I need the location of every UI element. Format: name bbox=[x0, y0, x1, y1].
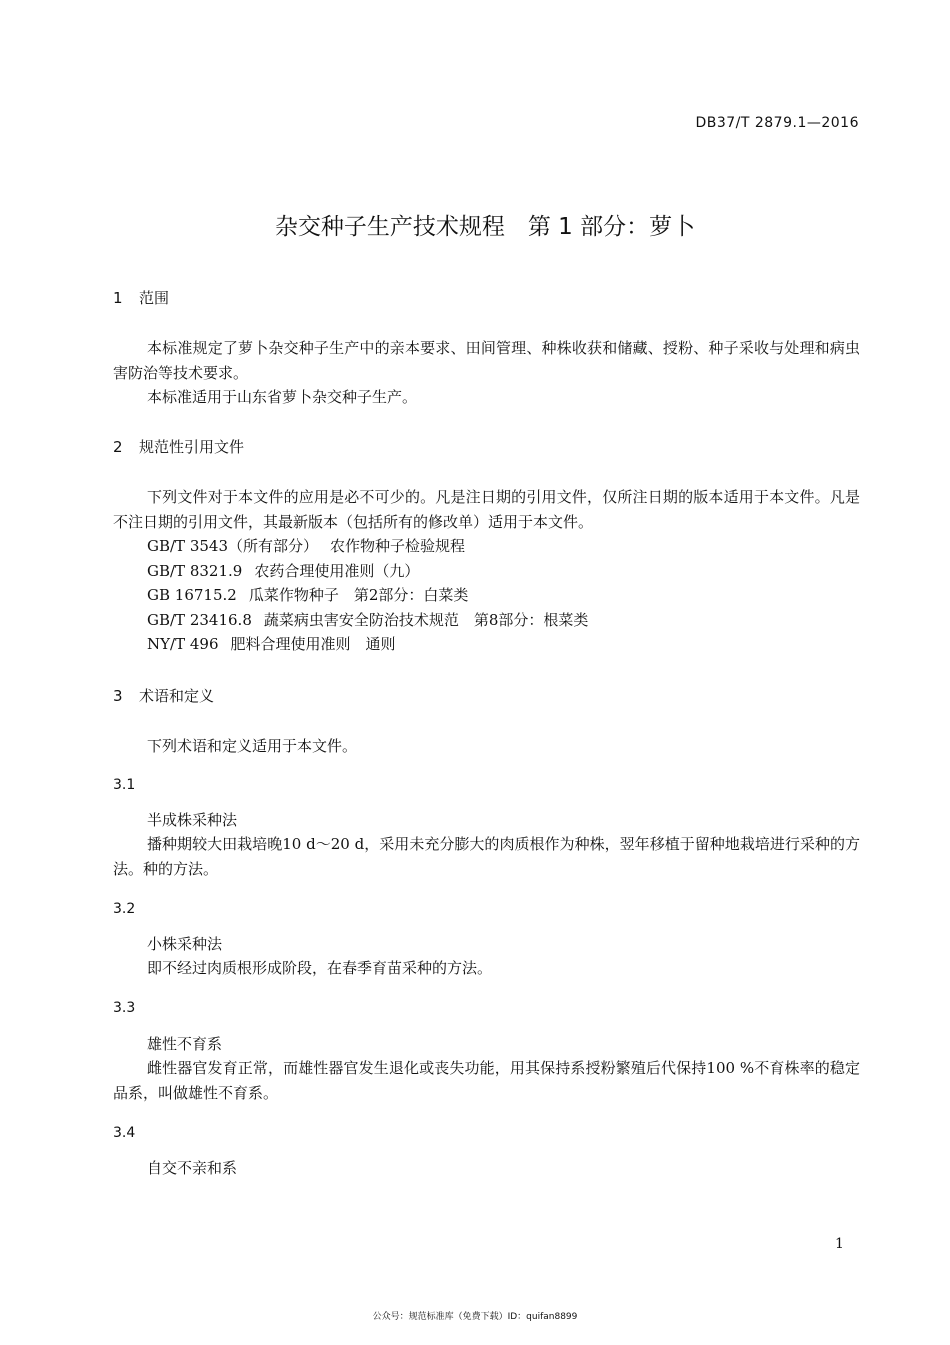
paragraph: 本标准适用于山东省萝卜杂交种子生产。 bbox=[147, 388, 418, 406]
section-3-heading bbox=[113, 686, 860, 706]
section-1-heading bbox=[113, 288, 860, 308]
reference-code: GB/T 3543（所有部分） bbox=[147, 537, 319, 555]
reference-code: NY/T 496 bbox=[147, 635, 219, 653]
term-number: 3.4 bbox=[113, 1125, 136, 1141]
reference-code: GB/T 23416.8 bbox=[147, 610, 252, 629]
reference-name: 肥料合理使用准则 通则 bbox=[230, 635, 396, 653]
reference-name: 农作物种子检验规程 bbox=[330, 537, 466, 555]
section-title: 规范性引用文件 bbox=[139, 438, 245, 456]
term-number: 3.1 bbox=[113, 777, 136, 793]
section-number: 1 bbox=[113, 289, 123, 307]
term-definition: 播种期较大田栽培晚10 d～20 d，采用未充分膨大的肉质根作为种株，翌年移植于留种地栽培进行采种的方法。种的方法。 bbox=[113, 835, 860, 878]
reference-item bbox=[113, 608, 860, 633]
reference-code: GB/T 8321.9 bbox=[147, 561, 243, 580]
term-name: 自交不亲和系 bbox=[147, 1159, 238, 1177]
term-name: 雄性不育系 bbox=[147, 1035, 223, 1053]
reference-name: 蔬菜病虫害安全防治技术规范 第8部分：根菜类 bbox=[263, 610, 589, 629]
section-2-heading bbox=[113, 437, 860, 457]
term-entry bbox=[113, 1156, 860, 1180]
paragraph: 下列术语和定义适用于本文件。 bbox=[147, 737, 358, 755]
section-1-body bbox=[113, 336, 860, 410]
section-2-body bbox=[113, 485, 860, 657]
reference-name: 农药合理使用准则（九） bbox=[254, 561, 420, 580]
reference-name: 瓜菜作物种子 第2部分：白菜类 bbox=[248, 586, 469, 604]
page-number: 1 bbox=[835, 1236, 844, 1252]
section-3-intro bbox=[113, 734, 860, 759]
term-entry bbox=[113, 932, 860, 981]
reference-item bbox=[113, 632, 860, 657]
standard-code: DB37/T 2879.1—2016 bbox=[695, 115, 859, 131]
term-name: 半成株采种法 bbox=[147, 811, 238, 829]
paragraph: 本标准规定了萝卜杂交种子生产中的亲本要求、田间管理、种株收获和储藏、授粉、种子采收与处理和病虫害防治等技术要求。 bbox=[113, 339, 860, 382]
term-definition: 即不经过肉质根形成阶段，在春季育苗采种的方法。 bbox=[147, 959, 493, 977]
term-entry bbox=[113, 808, 860, 881]
reference-code: GB 16715.2 bbox=[147, 586, 237, 604]
document-title: 杂交种子生产技术规程 第 1 部分：萝卜 bbox=[274, 214, 696, 240]
reference-item bbox=[113, 583, 860, 608]
reference-item bbox=[113, 534, 860, 559]
footer-note: 公众号：规范标准库（免费下载）ID：quifan8899 bbox=[372, 1312, 578, 1322]
paragraph: 下列文件对于本文件的应用是必不可少的。凡是注日期的引用文件，仅所注日期的版本适用于本文件。凡是不注日期的引用文件，其最新版本（包括所有的修改单）适用于本文件。 bbox=[113, 488, 860, 531]
section-number: 2 bbox=[113, 438, 123, 456]
section-title: 范围 bbox=[139, 289, 170, 307]
term-number: 3.2 bbox=[113, 901, 136, 917]
section-number: 3 bbox=[113, 687, 123, 705]
term-entry bbox=[113, 1032, 860, 1105]
term-name: 小株采种法 bbox=[147, 935, 223, 953]
term-definition: 雌性器官发育正常，而雄性器官发生退化或丧失功能，用其保持系授粉繁殖后代保持100 %不育株率的稳定品系，叫做雄性不育系。 bbox=[113, 1059, 860, 1102]
reference-item bbox=[113, 559, 860, 584]
term-number: 3.3 bbox=[113, 1000, 136, 1016]
section-title: 术语和定义 bbox=[139, 687, 215, 705]
